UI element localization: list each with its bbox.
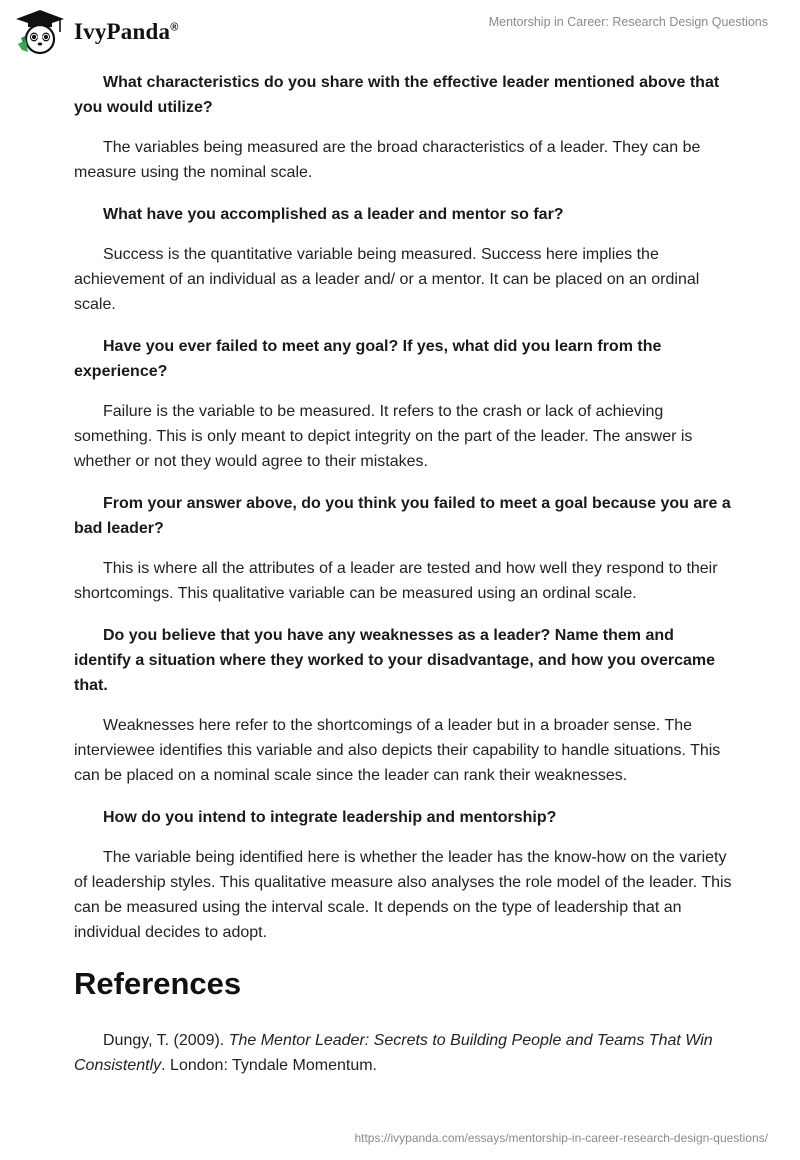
registered-mark: ®	[170, 21, 179, 34]
answer-5: Weaknesses here refer to the shortcomings of a leader but in a broader sense. The interviewee identifies this variable and also depicts their capability to handle situations. This can be placed on a nominal scale since the leader can rank their weaknesses.	[74, 717, 721, 784]
question-2: What have you accomplished as a leader and mentor so far?	[103, 206, 564, 223]
source-url[interactable]: https://ivypanda.com/essays/mentorship-in-career-research-design-questions/	[354, 1131, 768, 1145]
question-1: What characteristics do you share with the effective leader mentioned above that you would utilize?	[74, 74, 720, 116]
brand-logo[interactable]	[14, 8, 179, 56]
question-4: From your answer above, do you think you failed to meet a goal because you are a bad leader?	[74, 495, 731, 537]
answer-4: This is where all the attributes of a leader are tested and how well they respond to their shortcomings. This qualitative variable can be measured using an ordinal scale.	[74, 560, 718, 602]
references-heading: References	[74, 966, 242, 1001]
reference-entry	[74, 1028, 734, 1078]
answer-3: Failure is the variable to be measured. It refers to the crash or lack of achieving something. This is only meant to depict integrity on the part of the leader. The answer is whether or not they would agree to their mistakes.	[74, 403, 693, 470]
reference-title: The Mentor Leader: Secrets to Building People and Teams That Win Consistently	[74, 1032, 713, 1074]
brand-name: IvyPanda®	[74, 19, 179, 44]
answer-2: Success is the quantitative variable being measured. Success here implies the achievement of an individual as a leader and/ or a mentor. It can be placed on an ordinal scale.	[74, 246, 700, 313]
panda-logo-icon	[14, 8, 66, 56]
answer-6: The variable being identified here is whether the leader has the know-how on the variety of leadership styles. This qualitative measure also analyses the role model of the leader. This can be measured using the interval scale. It depends on the type of leadership that an individual decides to adopt.	[74, 849, 732, 941]
running-title: Mentorship in Career: Research Design Questions	[488, 15, 768, 29]
answer-1: The variables being measured are the broad characteristics of a leader. They can be measure using the nominal scale.	[74, 139, 701, 181]
reference-authors: Dungy, T. (2009).	[103, 1032, 229, 1049]
question-3: Have you ever failed to meet any goal? If yes, what did you learn from the experience?	[74, 338, 662, 380]
question-6: How do you intend to integrate leadership and mentorship?	[103, 809, 557, 826]
page-header	[0, 0, 800, 60]
question-5: Do you believe that you have any weaknesses as a leader? Name them and identify a situation where they worked to your disadvantage, and how you overcame that.	[74, 627, 716, 694]
reference-publisher: . London: Tyndale Momentum.	[161, 1057, 377, 1074]
essay-body	[74, 70, 734, 945]
